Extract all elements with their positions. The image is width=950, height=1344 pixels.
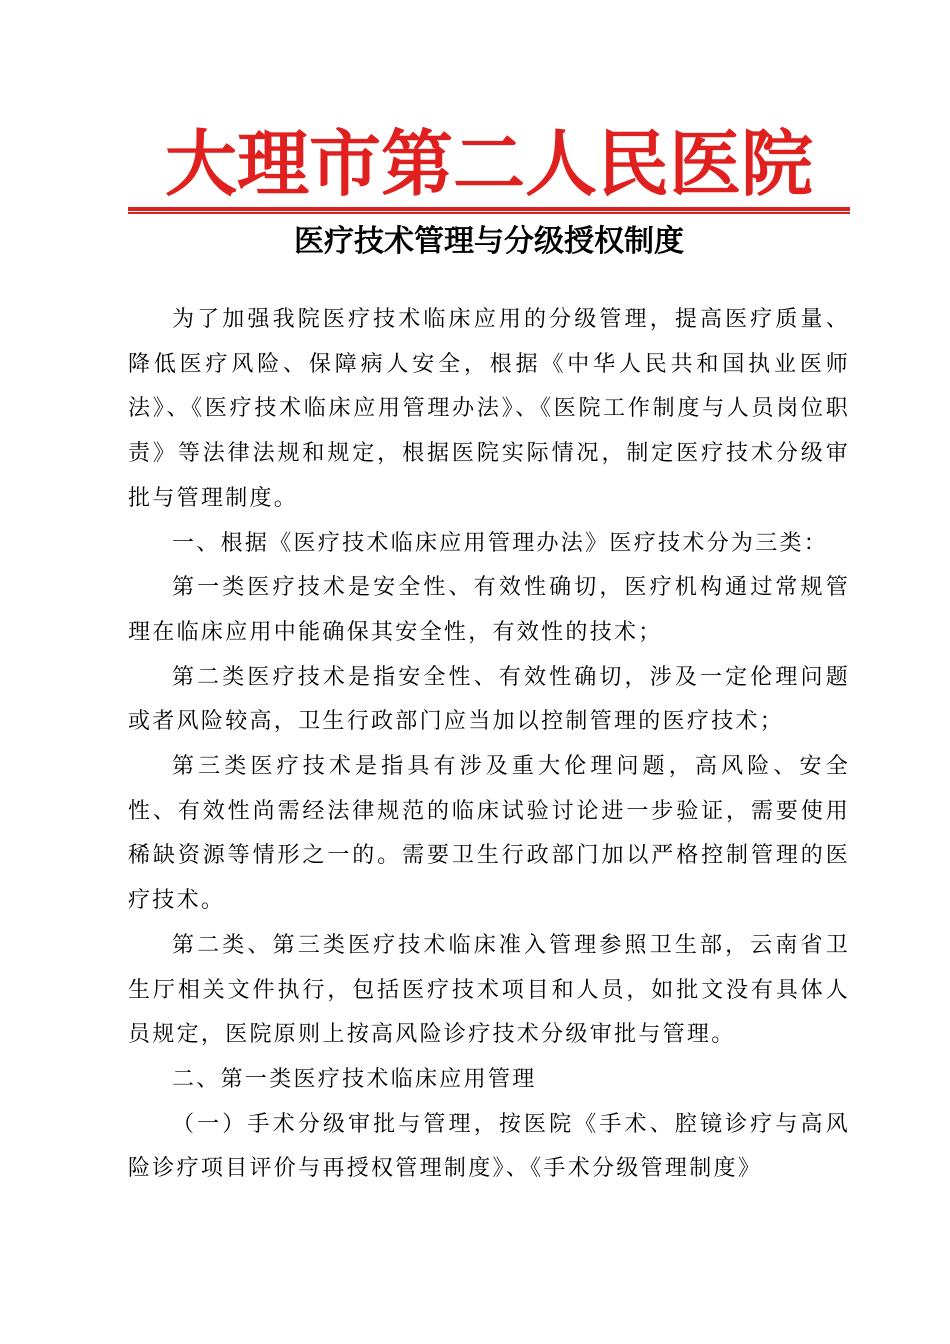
paragraph-class-3: 第三类医疗技术是指具有涉及重大伦理问题，高风险、安全性、有效性尚需经法律规范的临床试验讨论进一步验证，需要使用稀缺资源等情形之一的。需要卫生行政部门加以严格控制管理的医疗技术。 xyxy=(128,754,850,914)
paragraph-intro: 为了加强我院医疗技术临床应用的分级管理，提高医疗质量、降低医疗风险、保障病人安全，根据《中华人民共和国执业医师法》、《医疗技术临床应用管理办法》、《医院工作制度与人员岗位职责》等法律法规和规定，根据医院实际情况，制定医疗技术分级审批与管理制度。 xyxy=(128,307,850,511)
paragraph-admission: 第二类、第三类医疗技术临床准入管理参照卫生部，云南省卫生厅相关文件执行，包括医疗技术项目和人员，如批文没有具体人员规定，医院原则上按高风险诊疗技术分级审批与管理。 xyxy=(128,932,850,1048)
header-rule-thick xyxy=(128,207,850,211)
paragraph-class-2: 第二类医疗技术是指安全性、有效性确切，涉及一定伦理问题或者风险较高，卫生行政部门应当加以控制管理的医疗技术； xyxy=(128,664,850,735)
paragraph-surgery-grading: （一）手术分级审批与管理，按医院《手术、腔镜诊疗与高风险诊疗项目评价与再授权管理制度》、《手术分级管理制度》 xyxy=(128,1111,850,1182)
header-rule-thin xyxy=(128,212,850,214)
paragraph-class-1: 第一类医疗技术是安全性、有效性确切，医疗机构通过常规管理在临床应用中能确保其安全性，有效性的技术； xyxy=(128,575,850,645)
document-title: 医疗技术管理与分级授权制度 xyxy=(294,224,684,259)
hospital-name-header: 大理市第二人民医院 xyxy=(164,121,813,206)
paragraph-section-2: 二、第一类医疗技术临床应用管理 xyxy=(172,1066,537,1092)
document-body xyxy=(128,298,850,1192)
paragraph-section-1: 一、根据《医疗技术临床应用管理办法》医疗技术分为三类： xyxy=(172,530,829,556)
